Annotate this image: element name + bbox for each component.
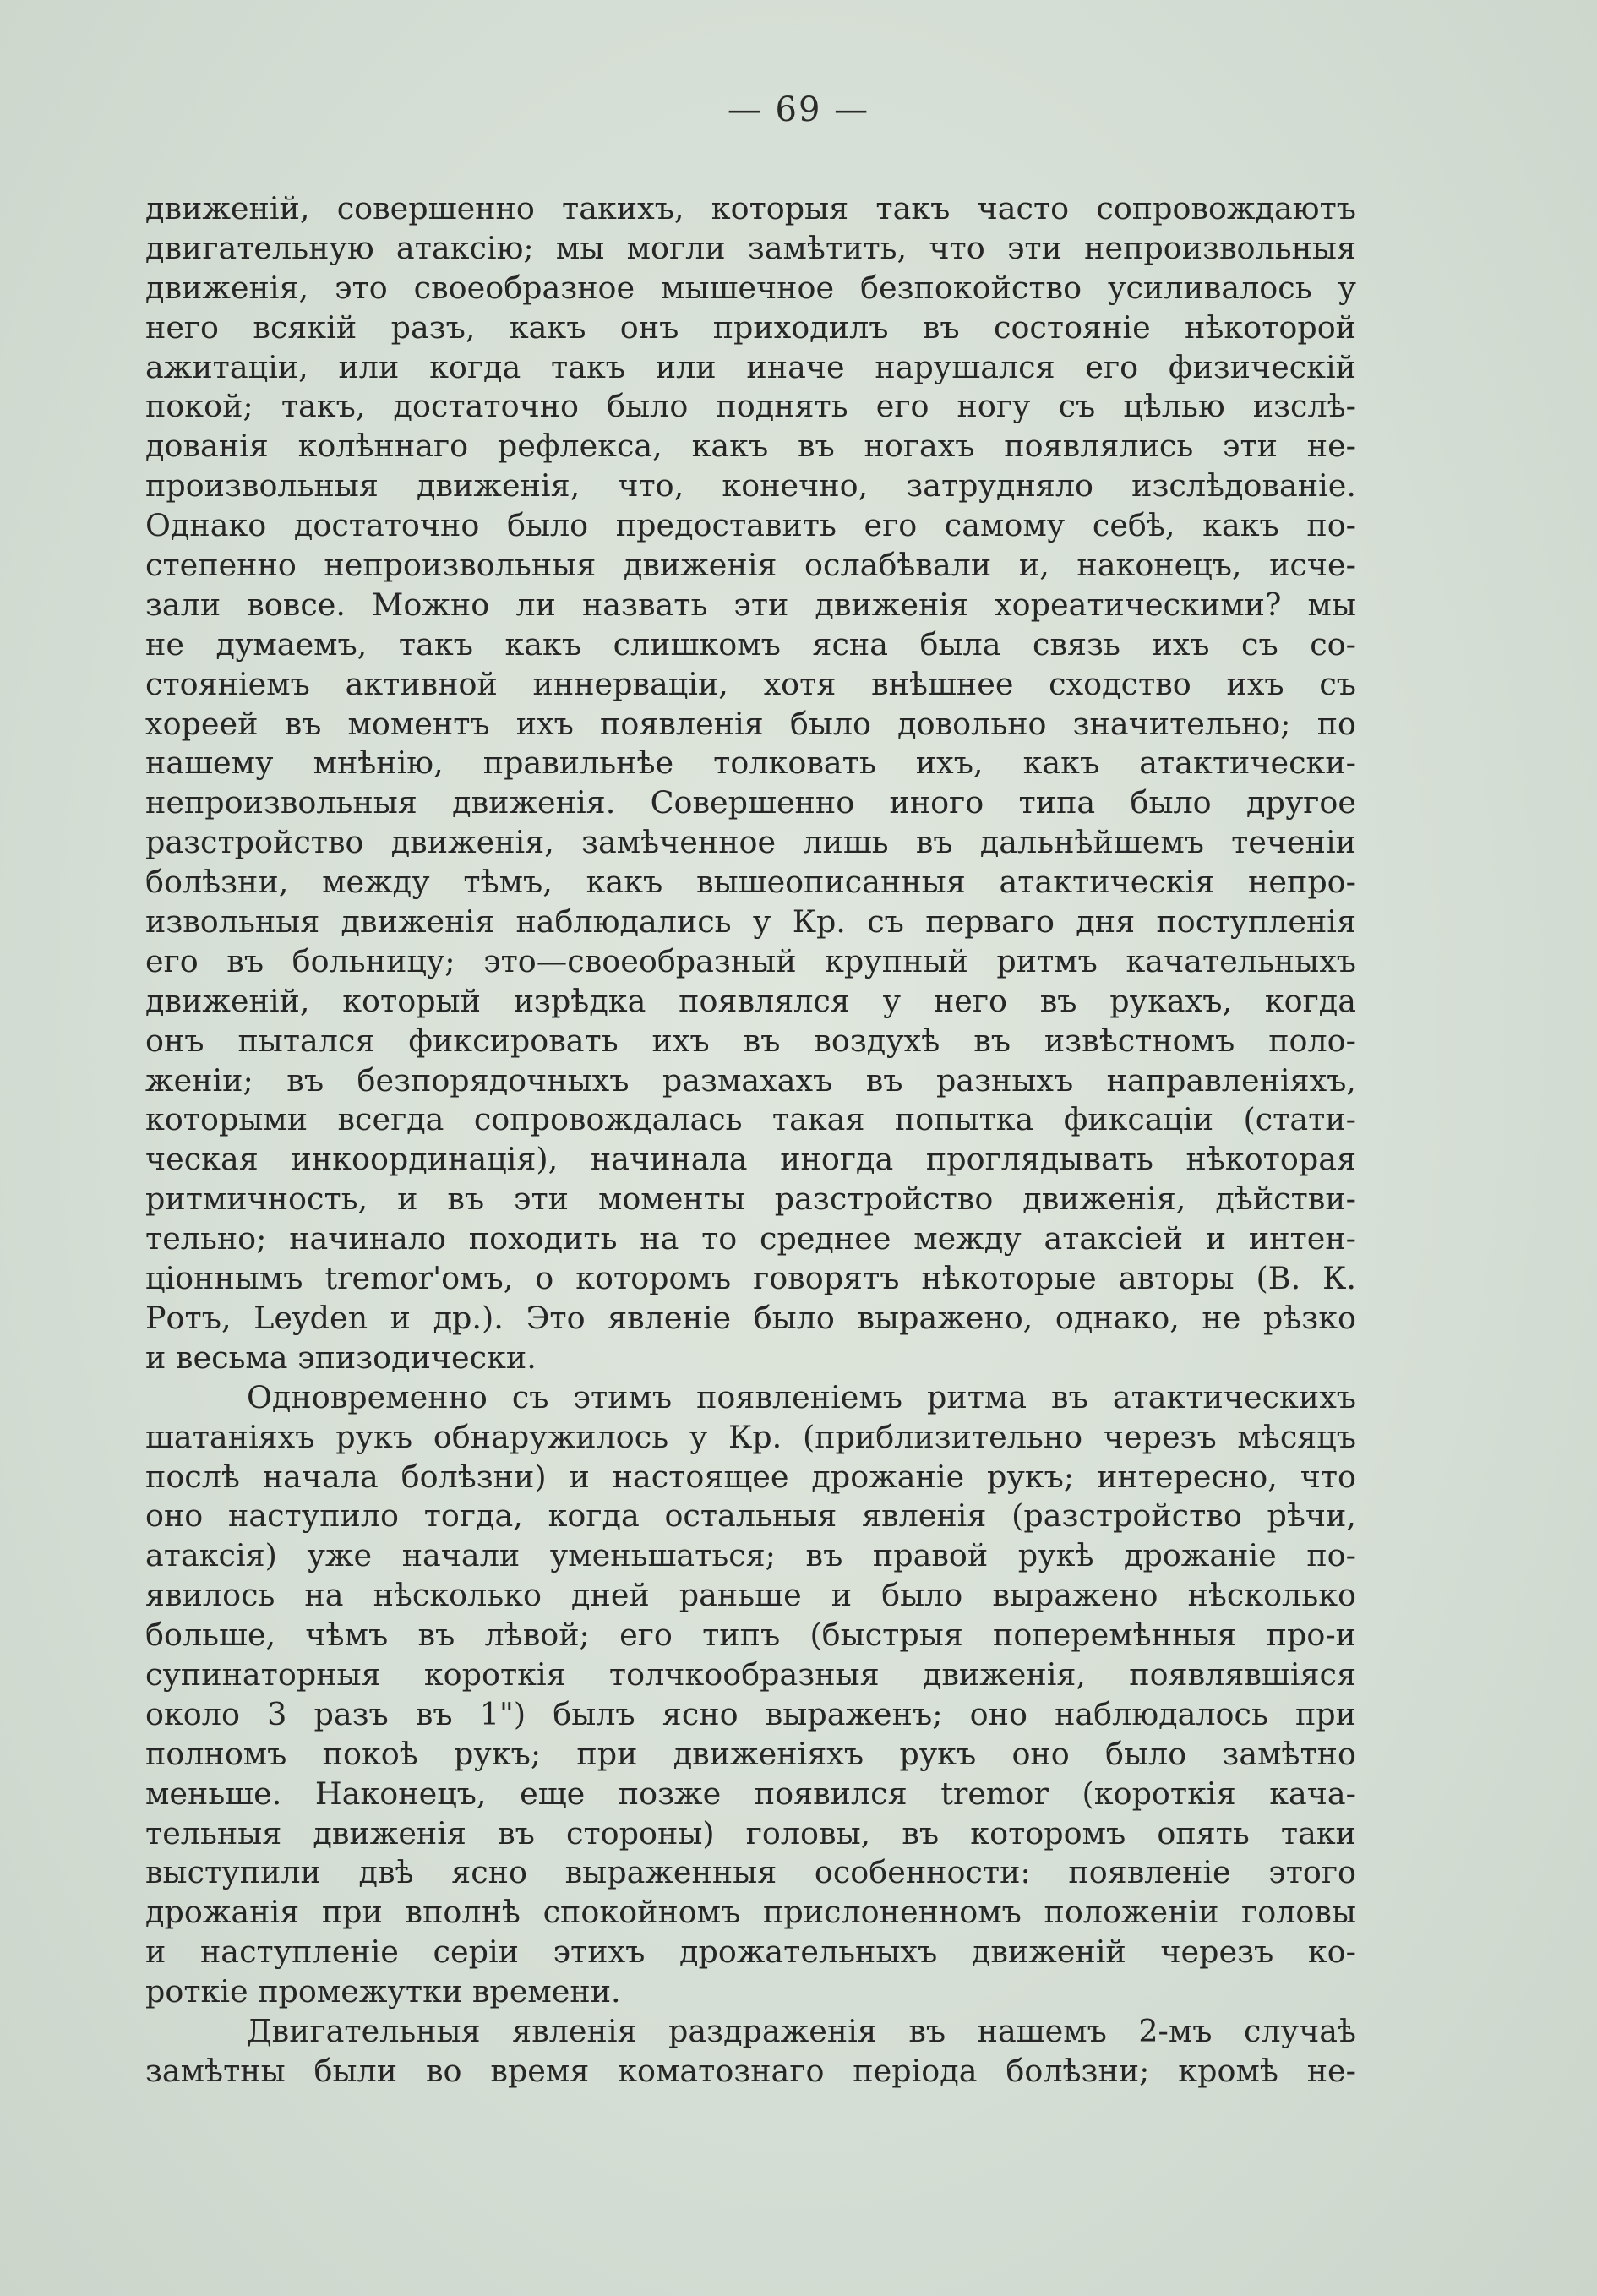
text-line: Двигательныя явленія раздраженія въ нашемъ 2-мъ случаѣ [247,2012,1356,2049]
text-line: явилось на нѣсколько дней раньше и было выражено нѣсколько [145,1577,1356,1614]
text-line: Однако достаточно было предоставить его самому себѣ, какъ по- [145,507,1356,544]
text-line: зали вовсе. Можно ли назвать эти движенія хореатическими? мы [145,586,1356,623]
text-line: Одновременно съ этимъ появленіемъ ритма въ атактическихъ [247,1378,1356,1415]
text-line: оно наступило тогда, когда остальныя явленія (разстройство рѣчи, [145,1497,1356,1535]
text-line: степенно непроизвольныя движенія ослабѣвали и, наконецъ, исче- [145,547,1356,584]
text-line: тельно; начинало походить на то среднее между атаксіей и интен- [145,1220,1356,1257]
text-line: и весьма эпизодически. [145,1339,537,1376]
text-line: двигательную атаксію; мы могли замѣтить, что эти непроизвольныя [145,229,1356,266]
text-line: хореей въ моментъ ихъ появленія было довольно значительно; по [145,705,1356,742]
text-line: его въ больницу; это—своеобразный крупный ритмъ качательныхъ [145,942,1356,979]
text-line: атаксія) уже начали уменьшаться; въ правой рукѣ дрожаніе по- [145,1537,1356,1574]
text-line: послѣ начала болѣзни) и настоящее дрожаніе рукъ; интересно, что [145,1458,1356,1495]
text-line: покой; такъ, достаточно было поднять его ногу съ цѣлью изслѣ- [145,388,1356,425]
text-line: роткіе промежутки времени. [145,1973,621,2010]
text-line: онъ пытался фиксировать ихъ въ воздухѣ въ извѣстномъ поло- [145,1022,1356,1059]
text-line: движеній, совершенно такихъ, которыя такъ часто сопровождаютъ [145,190,1356,226]
text-line: ческая инкоординація), начинала иногда проглядывать нѣкоторая [145,1141,1356,1178]
text-line: полномъ покоѣ рукъ; при движеніяхъ рукъ оно было замѣтно [145,1735,1356,1772]
text-line: выступили двѣ ясно выраженныя особенности: появленіе этого [145,1854,1356,1891]
text-line: непроизвольныя движенія. Совершенно иного типа было другое [145,784,1356,821]
text-line: и наступленіе серіи этихъ дрожательныхъ движеній черезъ ко- [145,1933,1356,1971]
text-line: ціоннымъ tremor'омъ, о которомъ говорятъ нѣкоторые авторы (В. К. [145,1260,1356,1297]
text-line: извольныя движенія наблюдались у Кр. съ перваго дня поступленія [145,903,1356,941]
text-line: него всякій разъ, какъ онъ приходилъ въ состояніе нѣкоторой [145,308,1356,346]
text-line: разстройство движенія, замѣченное лишь въ дальнѣйшемъ теченіи [145,824,1356,861]
text-line: движеній, который изрѣдка появлялся у него въ рукахъ, когда [145,982,1356,1019]
text-line: нашему мнѣнію, правильнѣе толковать ихъ, какъ атактически- [145,744,1356,782]
text-line: шатаніяхъ рукъ обнаружилось у Кр. (приблизительно черезъ мѣсяцъ [145,1418,1356,1455]
text-line: Ротъ, Leyden и др.). Это явленіе было выражено, однако, не рѣзко [145,1299,1356,1336]
text-line: около 3 разъ въ 1") былъ ясно выраженъ; оно наблюдалось при [145,1695,1356,1732]
text-line: стояніемъ активной иннерваціи, хотя внѣшнее сходство ихъ съ [145,665,1356,702]
text-line: дованія колѣннаго рефлекса, какъ въ ногахъ появлялись эти не- [145,428,1356,465]
text-line: замѣтны были во время коматознаго періода болѣзни; кромѣ не- [145,2052,1356,2089]
text-line: женіи; въ безпорядочныхъ размахахъ въ разныхъ направленіяхъ, [145,1061,1356,1099]
text-line: болѣзни, между тѣмъ, какъ вышеописанныя атактическія непро- [145,864,1356,901]
text-line: меньше. Наконецъ, еще позже появился tremor (короткія кача- [145,1775,1356,1812]
text-line: дрожанія при вполнѣ спокойномъ прислоненномъ положеніи головы [145,1894,1356,1931]
text-line: супинаторныя короткія толчкообразныя движенія, появлявшіяся [145,1655,1356,1693]
text-line: движенія, это своеобразное мышечное безпокойство усиливалось у [145,269,1356,306]
text-line: не думаемъ, такъ какъ слишкомъ ясна была связь ихъ съ со- [145,625,1356,663]
text-line: тельныя движенія въ стороны) головы, въ которомъ опять таки [145,1814,1356,1852]
text-line: ажитаціи, или когда такъ или иначе нарушался его физическій [145,348,1356,385]
text-line: произвольныя движенія, что, конечно, затрудняло изслѣдованіе. [145,467,1356,504]
text-line: которыми всегда сопровождалась такая попытка фиксаціи (стати- [145,1101,1356,1138]
body-text [145,189,1356,2091]
text-line: ритмичность, и въ эти моменты разстройство движенія, дѣйстви- [145,1181,1356,1218]
page-number: — 69 — [727,90,870,129]
text-line: больше, чѣмъ въ лѣвой; его типъ (быстрыя поперемѣнныя про-и [145,1617,1356,1654]
